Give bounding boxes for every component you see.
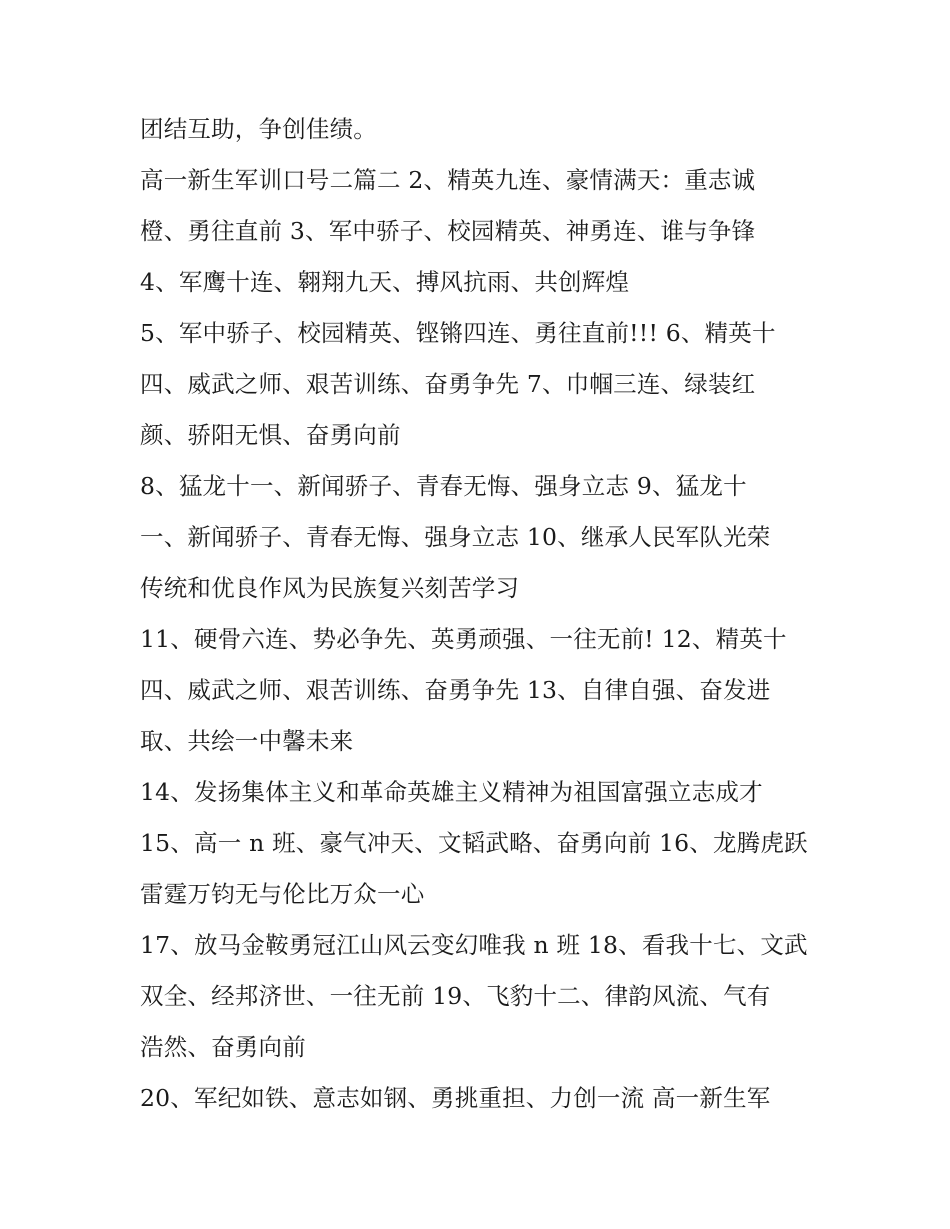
text-line: 一、新闻骄子、青春无悔、强身立志 10、继承人民军队光荣 xyxy=(140,523,771,551)
text-line: 团结互助，争创佳绩。 xyxy=(140,115,377,143)
text-line: 高一新生军训口号二篇二 2、精英九连、豪情满天：重志诚 xyxy=(140,166,756,194)
text-line: 四、威武之师、艰苦训练、奋勇争先 13、自律自强、奋发进 xyxy=(140,676,771,704)
text-line: 取、共绘一中馨未来 xyxy=(140,727,354,755)
text-line: 15、高一 n 班、豪气冲天、文韬武略、奋勇向前 16、龙腾虎跃 xyxy=(140,829,808,857)
text-line: 11、硬骨六连、势必争先、英勇顽强、一往无前! 12、精英十 xyxy=(140,625,787,653)
text-line: 浩然、奋勇向前 xyxy=(140,1033,306,1061)
text-line: 橙、勇往直前 3、军中骄子、校园精英、神勇连、谁与争锋 xyxy=(140,217,756,245)
text-line: 8、猛龙十一、新闻骄子、青春无悔、强身立志 9、猛龙十 xyxy=(140,472,747,500)
body-text xyxy=(140,104,840,1124)
text-line: 5、军中骄子、校园精英、铿锵四连、勇往直前!!! 6、精英十 xyxy=(140,319,776,347)
text-line: 4、军鹰十连、翱翔九天、搏风抗雨、共创辉煌 xyxy=(140,268,630,296)
text-line: 颜、骄阳无惧、奋勇向前 xyxy=(140,421,401,449)
text-line: 雷霆万钧无与伦比万众一心 xyxy=(140,880,425,908)
text-line: 传统和优良作风为民族复兴刻苦学习 xyxy=(140,574,520,602)
text-line: 17、放马金鞍勇冠江山风云变幻唯我 n 班 18、看我十七、文武 xyxy=(140,931,808,959)
text-line: 四、威武之师、艰苦训练、奋勇争先 7、巾帼三连、绿装红 xyxy=(140,370,756,398)
text-line: 14、发扬集体主义和革命英雄主义精神为祖国富强立志成才 xyxy=(140,778,763,806)
text-line: 双全、经邦济世、一往无前 19、飞豹十二、律韵风流、气有 xyxy=(140,982,771,1010)
text-line: 20、军纪如铁、意志如钢、勇挑重担、力创一流 高一新生军 xyxy=(140,1084,771,1112)
